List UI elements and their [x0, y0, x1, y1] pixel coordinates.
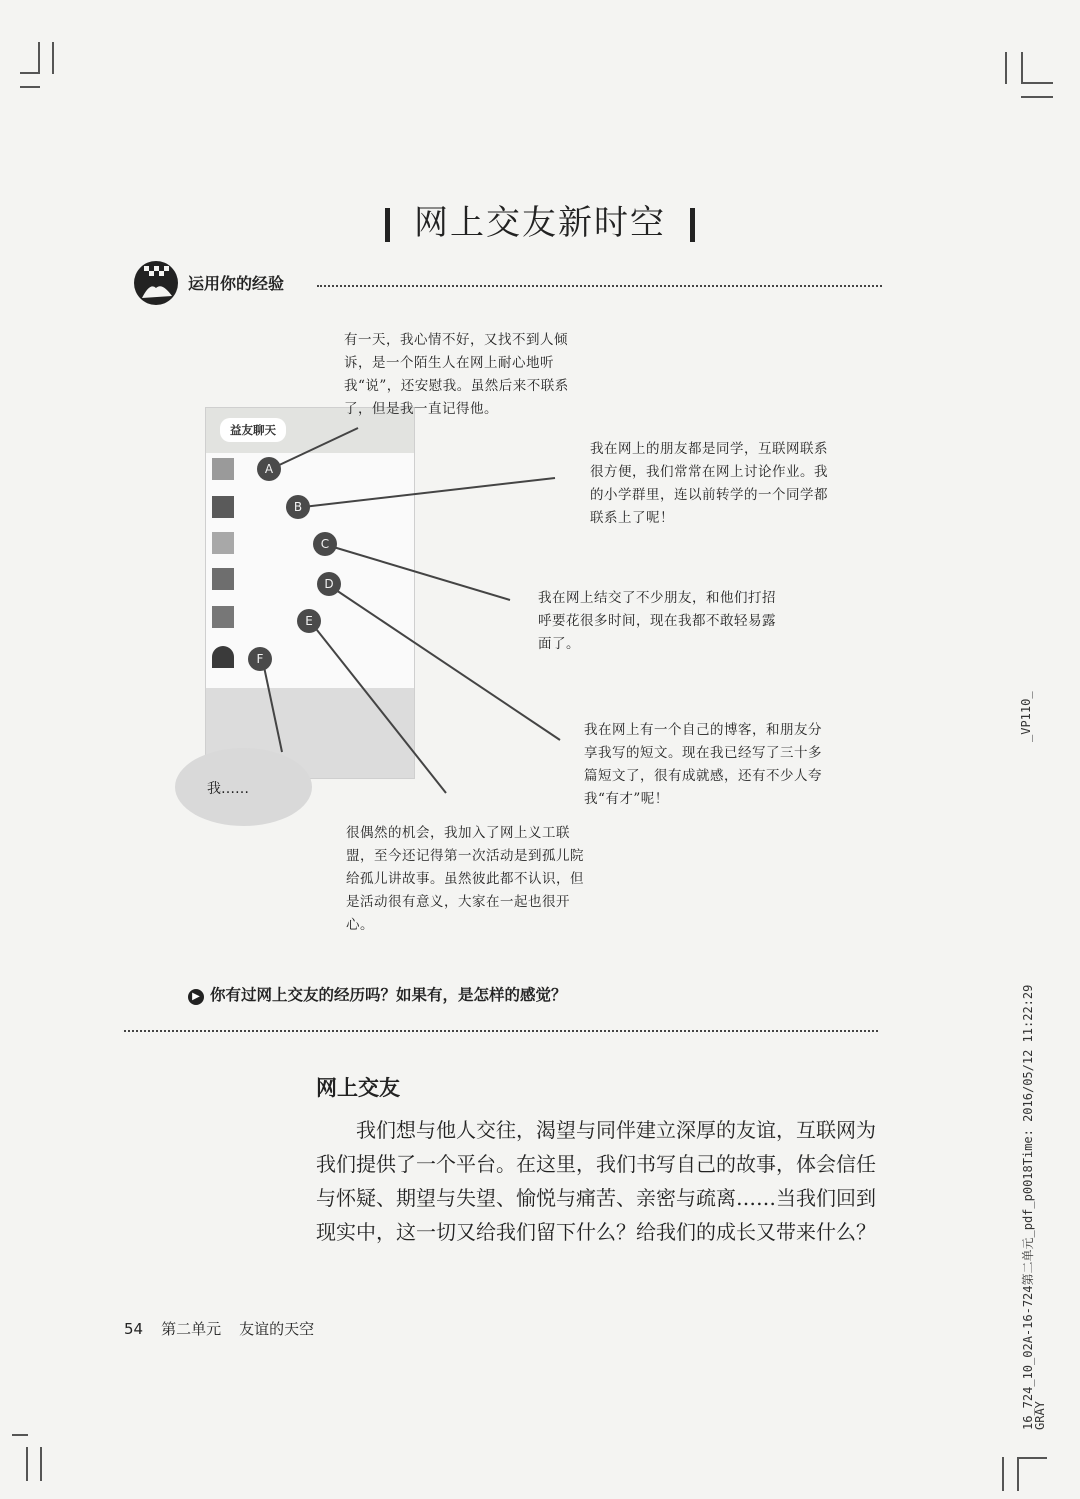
self-thought-bubble: [175, 748, 312, 826]
page-footer: [124, 1318, 314, 1339]
marker-d: D: [317, 572, 341, 596]
crop-mark: [1002, 1457, 1004, 1491]
marker-c: C: [313, 532, 337, 556]
page-number: 54: [124, 1320, 144, 1338]
note-d: 我在网上有一个自己的博客，和朋友分享我写的短文。现在我已经写了三十多篇短文了，很有成就感，还有不少人夸我“有才”呢！: [584, 722, 822, 807]
marker-a: A: [257, 457, 281, 481]
marker-e: E: [297, 609, 321, 633]
note-a: 有一天，我心情不好，又找不到人倾诉，是一个陌生人在网上耐心地听我“说”，还安慰我。虽然后来不联系了，但是我一直记得他。: [344, 332, 569, 417]
note-e: 很偶然的机会，我加入了网上义工联盟，至今还记得第一次活动是到孤儿院给孤儿讲故事。虽然彼此都不认识，但是活动很有意义，大家在一起也很开心。: [346, 825, 584, 933]
question-text: 你有过网上交友的经历吗？如果有，是怎样的感觉？: [210, 986, 567, 1004]
chat-app-tab: 益友聊天: [220, 418, 286, 442]
crop-mark: [26, 1447, 28, 1481]
page-title-text: 网上交友新时空: [414, 203, 666, 243]
plate-mark: _VP110_: [1019, 691, 1033, 742]
subsection-paragraph: 我们想与他人交往，渴望与同伴建立深厚的友谊，互联网为我们提供了一个平台。在这里，我们书写自己的故事，体会信任与怀疑、期望与失望、愉悦与痛苦、亲密与疏离……当我们回到现实中，这一切又给我们留下什么？给我们的成长又带来什么？: [316, 1118, 876, 1244]
note-b: 我在网上的朋友都是同学，互联网联系很方便，我们常常在网上讨论作业。我的小学群里，连以前转学的一个同学都联系上了呢！: [590, 441, 828, 526]
connector-b: [303, 478, 555, 507]
crop-mark: [40, 1447, 42, 1481]
color-mark: GRAY: [1033, 1401, 1047, 1430]
connector-c: [330, 546, 510, 600]
crop-mark: [1017, 1457, 1019, 1491]
unit-title: 友谊的天空: [239, 1320, 315, 1338]
marker-b: B: [286, 495, 310, 519]
crop-mark: [12, 1434, 28, 1436]
crop-mark: [1017, 1457, 1047, 1459]
section-divider-bottom: [124, 1030, 878, 1032]
unit-label: 第二单元: [161, 1320, 222, 1338]
subsection-heading: 网上交友: [316, 1076, 400, 1100]
connector-f: [263, 662, 282, 752]
connector-d: [333, 588, 560, 740]
marker-f: F: [248, 647, 272, 671]
file-info-mark: 16_724_10_02A-16-724第二单元_pdf_p0018Time: 2016/05/12 11:22:29: [1021, 984, 1035, 1430]
discussion-question: [188, 983, 567, 1005]
note-c: 我在网上结交了不少朋友，和他们打招呼要花很多时间，现在我都不敢轻易露面了。: [538, 590, 776, 652]
self-thought-text: 我……: [207, 781, 249, 797]
section-label: 运用你的经验: [188, 274, 285, 293]
arrow-icon: ▶: [188, 989, 204, 1005]
connector-a: [275, 428, 358, 467]
